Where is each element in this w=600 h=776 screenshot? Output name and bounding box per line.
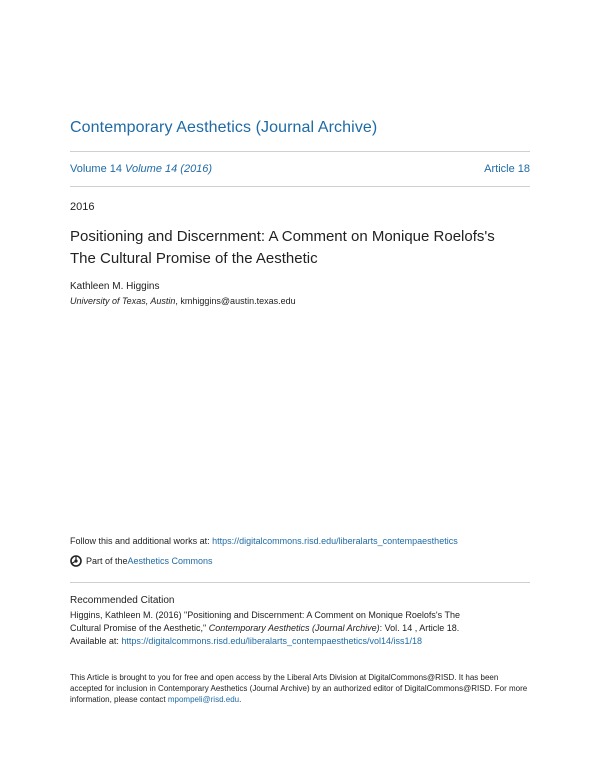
part-of-prefix: Part of the: [86, 556, 128, 566]
author-email: kmhiggins@austin.texas.edu: [180, 296, 296, 306]
footer-notice: [70, 672, 530, 705]
citation-url-link[interactable]: https://digitalcommons.risd.edu/liberalarts_contempaesthetics/vol14/iss1/18: [121, 636, 423, 646]
contact-email-link[interactable]: mpompeli@risd.edu: [167, 695, 240, 704]
divider-citation: [70, 582, 530, 583]
volume-row: [70, 163, 530, 175]
part-of-line: [70, 555, 213, 567]
citation-line2-plain: Cultural Promise of the Aesthetic,": [70, 623, 209, 633]
article-title-line1: Positioning and Discernment: A Comment on Monique Roelofs's: [70, 228, 495, 245]
article-title-line2: The Cultural Promise of the Aesthetic: [70, 250, 318, 267]
author-affiliation: University of Texas, Austin, kmhiggins@austin.texas.edu: [70, 296, 296, 306]
article-title: [70, 226, 540, 270]
citation-line2-rest: : Vol. 14 , Article 18.: [379, 623, 460, 633]
follow-line: [70, 536, 458, 546]
collection-url-link[interactable]: https://digitalcommons.risd.edu/liberalarts_contempaesthetics: [212, 536, 458, 546]
journal-title[interactable]: Contemporary Aesthetics (Journal Archive): [70, 119, 378, 136]
footer-text: This Article is brought to you for free and open access by the Liberal Arts Division at DigitalCommons@RISD. It has been accepted for inclusion in Contemporary Aesthetics (Journal Archive) by an authorized editor of DigitalCommons@RISD. For more information, please contact: [70, 673, 528, 704]
citation-available-prefix: Available at:: [70, 636, 122, 646]
author-institution: University of Texas, Austin: [70, 296, 176, 306]
citation-line1: Higgins, Kathleen M. (2016) "Positioning and Discernment: A Comment on Monique Roelofs's The: [70, 610, 460, 620]
commons-network-icon: [70, 555, 82, 567]
author-name: Kathleen M. Higgins: [70, 281, 160, 292]
publication-year: 2016: [70, 201, 95, 213]
volume-link[interactable]: Volume 14: [70, 163, 122, 175]
divider-top: [70, 151, 530, 152]
article-number-link[interactable]: Article 18: [484, 163, 530, 175]
aesthetics-commons-link[interactable]: Aesthetics Commons: [127, 556, 213, 566]
issue-link[interactable]: Volume 14 (2016): [125, 163, 213, 175]
citation-journal: Contemporary Aesthetics (Journal Archive): [208, 623, 380, 633]
citation-line3: [70, 635, 530, 648]
citation-line2: [70, 622, 530, 635]
follow-prefix: Follow this and additional works at:: [70, 536, 213, 546]
footer-end: .: [239, 695, 242, 704]
divider-volume: [70, 186, 530, 187]
recommended-citation-heading: Recommended Citation: [70, 595, 175, 606]
recommended-citation-body: [70, 609, 530, 648]
